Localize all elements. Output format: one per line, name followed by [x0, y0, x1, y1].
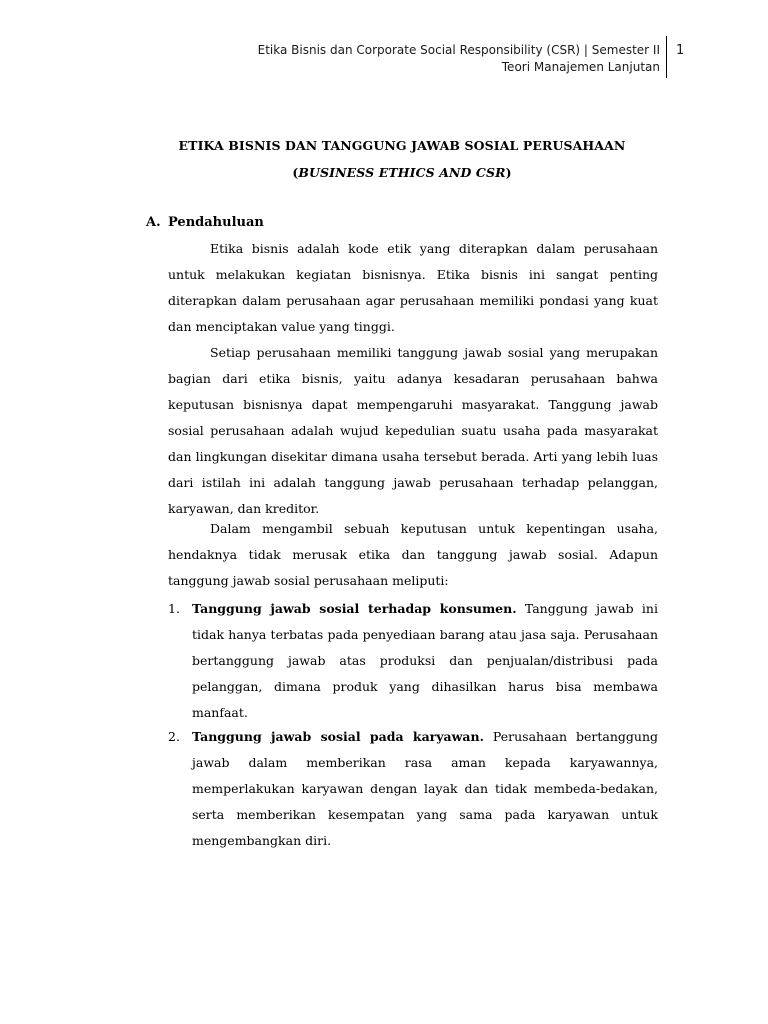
list-item-body: [192, 596, 658, 726]
header-subject: Teori Manajemen Lanjutan: [501, 60, 660, 74]
page-number: 1: [676, 43, 685, 58]
section-title: Pendahuluan: [168, 215, 264, 230]
list-item-lead: Tanggung jawab sosial terhadap konsumen.: [192, 601, 517, 616]
section-heading: [146, 215, 264, 230]
list-item-text: Perusahaan bertanggung jawab dalam memberikan rasa aman kepada karyawannya, memperlakukan karyawan dengan layak dan tidak membeda-bedakan, serta memberikan kesempatan yang sama pada karyawan untuk mengembangkan diri.: [192, 729, 658, 848]
list-number: 2.: [168, 729, 180, 744]
paragraph-intro: Etika bisnis adalah kode etik yang diterapkan dalam perusahaan untuk melakukan kegiatan bisnisnya. Etika bisnis ini sangat penting diterapkan dalam perusahaan agar perusahaan memiliki pondasi yang kuat dan menciptakan value yang tinggi.: [168, 241, 658, 334]
header-divider: [666, 36, 667, 78]
header-course-title: Etika Bisnis dan Corporate Social Responsibility (CSR) | Semester II: [257, 43, 660, 57]
list-number: 1.: [168, 601, 180, 616]
section-letter: A.: [146, 215, 161, 230]
list-item-text: Tanggung jawab ini tidak hanya terbatas pada penyediaan barang atau jasa saja. Perusahaan bertanggung jawab atas produksi dan penjualan/distribusi pada pelanggan, dimana produk yang dihasilkan harus bisa membawa manfaat.: [192, 601, 658, 720]
list-item-lead: Tanggung jawab sosial pada karyawan.: [192, 729, 484, 744]
document-subtitle: [0, 165, 768, 180]
running-header: [258, 42, 660, 76]
list-item-consumer: [168, 596, 658, 726]
document-title: ETIKA BISNIS DAN TANGGUNG JAWAB SOSIAL PERUSAHAAN: [178, 138, 626, 153]
list-item-employee: [168, 724, 658, 854]
subtitle-open-paren: (: [292, 165, 299, 180]
paragraph-csr-definition: Setiap perusahaan memiliki tanggung jawab sosial yang merupakan bagian dari etika bisnis, yaitu adanya kesadaran perusahaan bahwa keputusan bisnisnya dapat mempengaruhi masyarakat. Tanggung jawab sosial perusahaan adalah wujud kepedulian suatu usaha pada masyarakat dan lingkungan disekitar dimana usaha tersebut berada. Arti yang lebih luas dari istilah ini adalah tanggung jawab perusahaan terhadap pelanggan, karyawan, dan kreditor.: [168, 345, 658, 516]
paragraph-csr-scope: Dalam mengambil sebuah keputusan untuk kepentingan usaha, hendaknya tidak merusak etika dan tanggung jawab sosial. Adapun tanggung jawab sosial perusahaan meliputi:: [168, 521, 658, 588]
list-item-body: [192, 724, 658, 854]
subtitle-italic-text: BUSINESS ETHICS AND CSR: [298, 165, 506, 180]
subtitle-close-paren: ): [505, 165, 512, 180]
